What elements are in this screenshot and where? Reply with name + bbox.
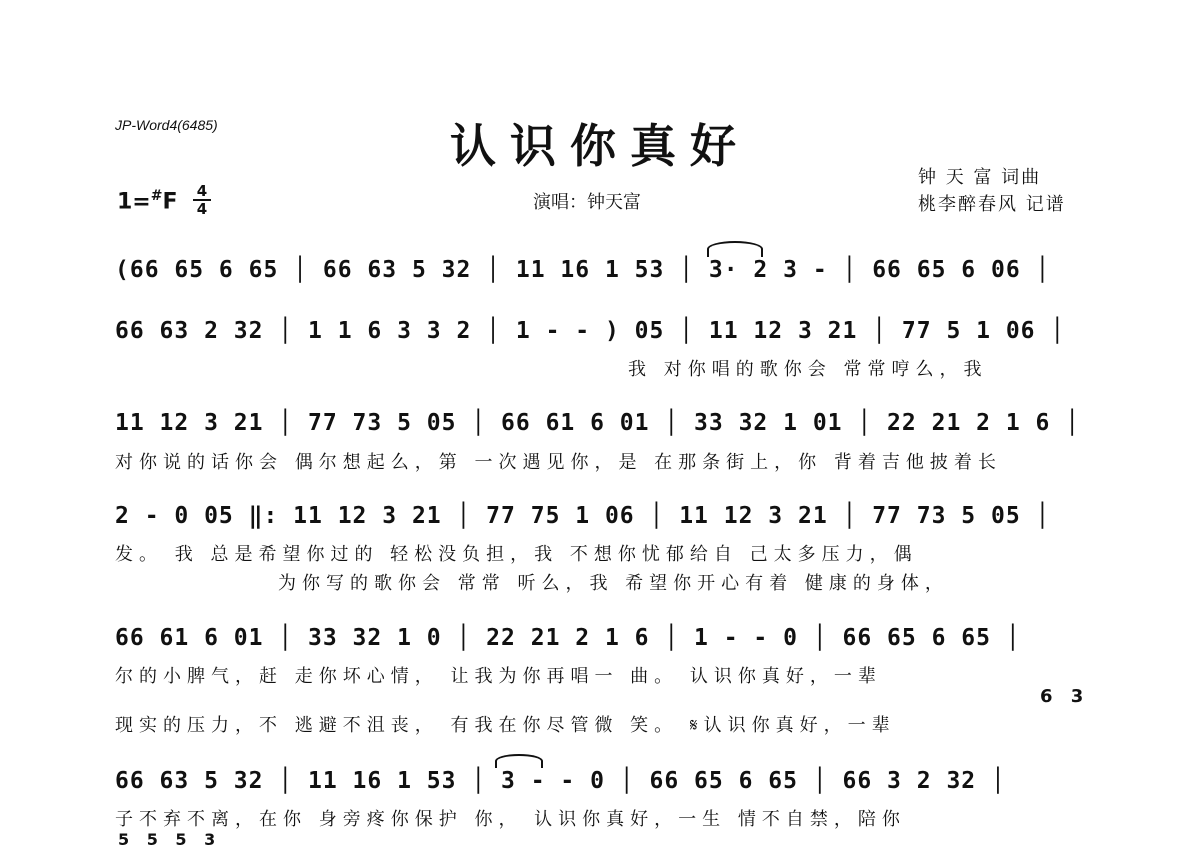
- score-system-2: [115, 318, 1090, 348]
- score-system-1: [115, 257, 1090, 287]
- composer-credit: 钟 天 富 词曲: [918, 167, 1042, 188]
- key-signature: [117, 188, 178, 214]
- sharp-symbol: #: [150, 188, 163, 204]
- lyric-line: 对你说的话你会 偶尔想起么，第 一次遇见你，是 在那条街上，你 背着吉他披着长: [115, 452, 1002, 473]
- meter-top: 4: [196, 182, 208, 200]
- time-signature: [193, 184, 211, 216]
- slur-mark: [707, 241, 763, 257]
- score-system-4: [115, 503, 1090, 533]
- lyric-line: 现实的压力，不 逃避不沮丧， 有我在你尽管微 笑。 𝄋认识你真好，一辈: [115, 715, 896, 736]
- software-label: JP-Word4(6485): [115, 117, 218, 133]
- score-system-5: [115, 625, 1090, 655]
- lyric-line: 发。 我 总是希望你过的 轻松没负担，我 不想你忧郁给自 己太多压力，偶: [115, 544, 918, 565]
- notation-line: 66 63 5 32 │ 11 16 1 53 │ 3 - - 0 │ 66 65 6 65 │ 66 3 2 32 │: [115, 768, 1006, 794]
- notation-line: (66 65 6 65 │ 66 63 5 32 │ 11 16 1 53 │ 3· 2 3 - │ 66 65 6 06 │: [115, 257, 1051, 283]
- alternate-notes: 6 3: [1040, 686, 1090, 707]
- key-prefix: 1=: [117, 189, 151, 215]
- key-note: F: [162, 189, 178, 215]
- notation-line: 11 12 3 21 │ 77 73 5 05 │ 66 61 6 01 │ 33 32 1 01 │ 22 21 2 1 6 │: [115, 410, 1081, 436]
- lyric-line: 子不弃不离，在你 身旁疼你保护 你， 认识你真好，一生 情不自禁，陪你: [115, 809, 906, 830]
- notation-line: 66 63 2 32 │ 1 1 6 3 3 2 │ 1 - - ) 05 │ 11 12 3 21 │ 77 5 1 06 │: [115, 318, 1066, 344]
- lyric-line: 尔的小脾气，赶 走你坏心情， 让我为你再唱一 曲。 认识你真好，一辈: [115, 666, 882, 687]
- alternate-notes: 5 5 5 3: [118, 830, 222, 849]
- singer-credit: 演唱：钟天富: [533, 192, 641, 213]
- score-system-6: [115, 768, 1090, 798]
- lyric-line: 为你写的歌你会 常常 听么，我 希望你开心有着 健康的身体，: [278, 573, 949, 594]
- notation-line: 2 - 0 05 ‖: 11 12 3 21 │ 77 75 1 06 │ 11 12 3 21 │ 77 73 5 05 │: [115, 503, 1051, 529]
- notation-line: 66 61 6 01 │ 33 32 1 0 │ 22 21 2 1 6 │ 1 - - 0 │ 66 65 6 65 │: [115, 625, 1021, 651]
- song-title: 认识你真好: [450, 119, 750, 173]
- lyric-line: 我 对你唱的歌你会 常常哼么，我: [628, 359, 988, 380]
- score-system-3: [115, 410, 1090, 440]
- slur-mark: [495, 754, 543, 768]
- transcriber-credit: 桃李醉春风 记谱: [918, 194, 1066, 215]
- meter-bottom: 4: [196, 200, 208, 218]
